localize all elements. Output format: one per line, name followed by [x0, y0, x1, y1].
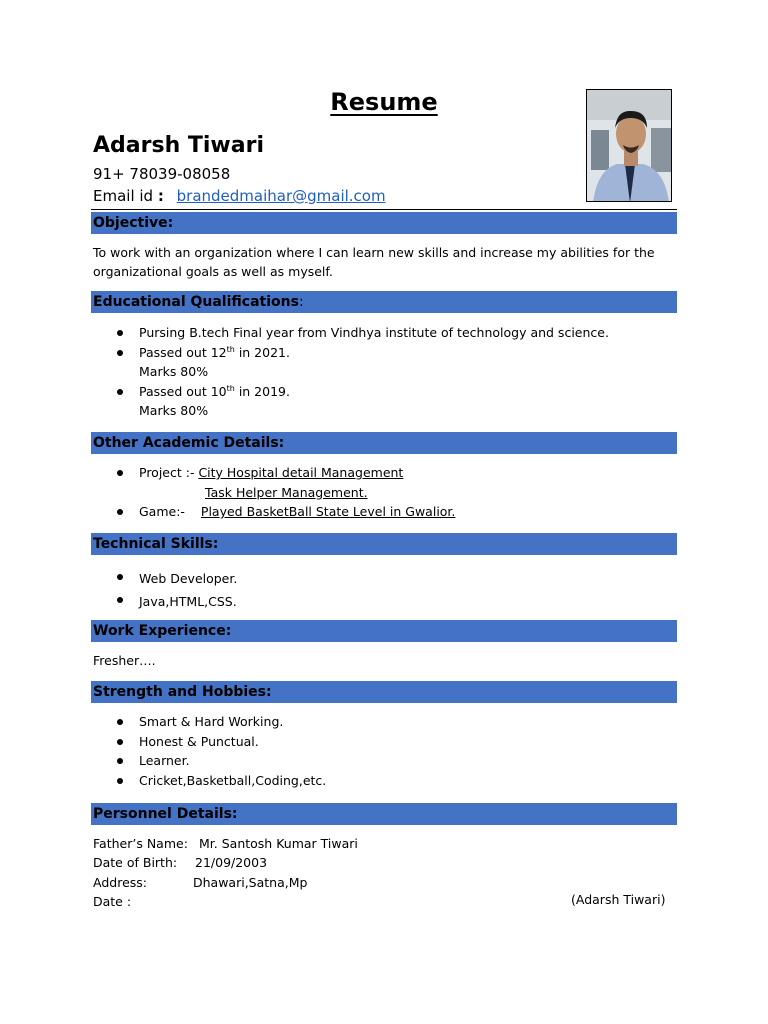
father-label: Father’s Name: — [93, 836, 188, 851]
list-item — [93, 502, 455, 522]
list-item — [93, 323, 609, 343]
strength-item: Cricket,Basketball,Coding,etc. — [139, 772, 327, 788]
list-item — [93, 382, 609, 421]
strength-list — [93, 712, 326, 790]
signature-name: (Adarsh Tiwari) — [571, 892, 666, 907]
profile-photo-image — [587, 90, 672, 202]
education-item-marks: Marks 80% — [139, 403, 209, 418]
address-label: Address: — [93, 874, 147, 890]
list-item — [93, 732, 326, 752]
candidate-name: Adarsh Tiwari — [93, 133, 264, 158]
project-2: Task Helper Management. — [205, 484, 368, 500]
technical-item: Web Developer. — [139, 571, 238, 586]
academic-list — [93, 463, 455, 522]
education-item-text: in 2019. — [234, 383, 290, 399]
list-item — [93, 343, 609, 382]
email-colon: : — [157, 187, 164, 205]
strength-item: Smart & Hard Working. — [139, 714, 284, 729]
strength-item: Learner. — [139, 753, 190, 768]
section-education-header — [91, 291, 677, 313]
section-personal-header: Personnel Details: — [91, 803, 677, 825]
education-item-text: Passed out 12 — [139, 344, 227, 360]
section-objective-header: Objective: — [91, 212, 677, 234]
phone-number: 91+ 78039-08058 — [93, 165, 231, 183]
header-divider — [91, 209, 677, 210]
dob-value: 21/09/2003 — [195, 855, 268, 871]
email-link[interactable]: brandedmaihar@gmail.com — [176, 187, 386, 205]
list-item — [93, 751, 326, 771]
list-item — [93, 567, 237, 590]
father-value: Mr. Santosh Kumar Tiwari — [199, 836, 358, 851]
dob-label: Date of Birth: — [93, 855, 178, 871]
section-academic-header: Other Academic Details: — [91, 432, 677, 454]
email-label: Email id — [93, 187, 158, 205]
objective-text: To work with an organization where I can learn new skills and increase my abilities for the organizational goals as well as myself. — [93, 245, 655, 279]
strength-item: Honest & Punctual. — [139, 733, 259, 749]
section-education-title: Educational Qualifications — [93, 294, 299, 310]
technical-list — [93, 567, 237, 613]
list-item — [93, 590, 237, 613]
game-label: Game:- — [139, 504, 189, 519]
technical-item: Java,HTML,CSS. — [139, 594, 237, 609]
date-label: Date : — [93, 893, 132, 909]
page-title: Resume — [330, 88, 438, 116]
education-item-text: Passed out 10 — [139, 383, 227, 399]
email-line — [93, 187, 386, 205]
section-education-colon: : — [298, 294, 304, 310]
superscript: th — [226, 344, 235, 354]
list-item — [93, 771, 326, 791]
education-item-marks: Marks 80% — [139, 364, 209, 379]
education-list — [93, 323, 609, 421]
list-item — [93, 463, 455, 502]
project-label: Project :- — [139, 465, 199, 480]
list-item — [93, 712, 326, 732]
address-value: Dhawari,Satna,Mp — [193, 874, 308, 890]
section-technical-header: Technical Skills: — [91, 533, 677, 555]
work-text: Fresher…. — [93, 653, 156, 668]
profile-photo — [586, 89, 672, 202]
superscript: th — [226, 383, 235, 393]
education-item-text: Pursing B.tech Final year from Vindhya institute of technology and science. — [139, 325, 609, 340]
game-value: Played BasketBall State Level in Gwalior. — [200, 504, 456, 519]
project-1: City Hospital detail Management — [198, 465, 404, 480]
education-item-text: in 2021. — [234, 344, 290, 360]
section-strength-header: Strength and Hobbies: — [91, 681, 677, 703]
section-work-header: Work Experience: — [91, 620, 677, 642]
